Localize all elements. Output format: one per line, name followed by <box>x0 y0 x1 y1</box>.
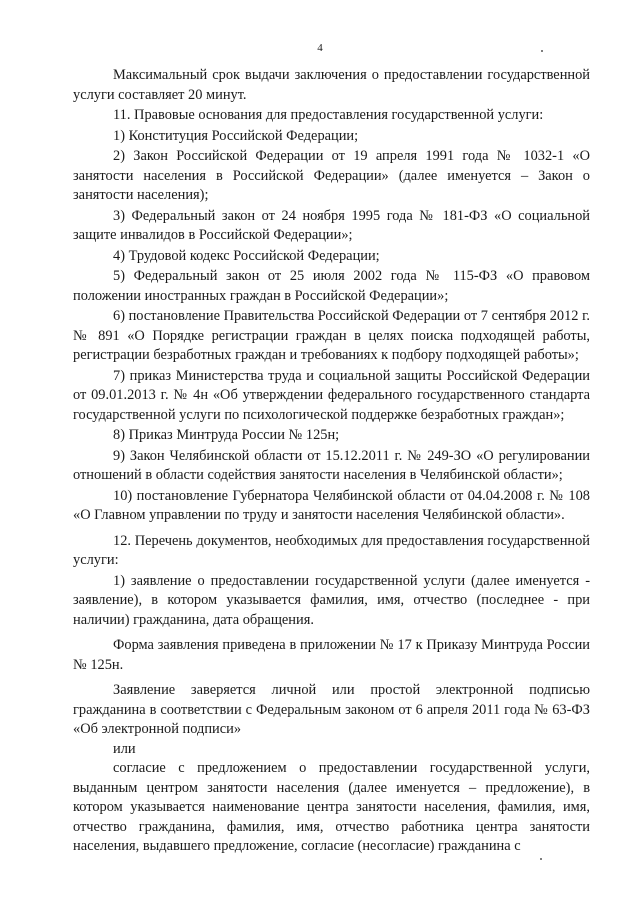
paragraph-consent: согласие с предложением о предоставлении государственной услуги, выданным центром занятости населения (далее именуется – предложение), в котором указывается наименование центра занятости населения, фамилия, имя, отчество гражданина, фамилия, имя, отчество работника центра занятости населения, выдавшего предложение, согласие (несогласие) гражданина с <box>73 760 590 854</box>
paragraph-or: или <box>113 740 136 757</box>
paragraph-legal-basis-10: 10) постановление Губернатора Челябинской области от 04.04.2008 г. № 108 «О Главном управлении по труду и занятости населения Челябинской области». <box>73 487 590 523</box>
paragraph-legal-basis-2: 2) Закон Российской Федерации от 19 апреля 1991 года № 1032-1 «О занятости населения в Российской Федерации» (далее именуется – Закон о занятости населения); <box>73 148 590 203</box>
paragraph-max-term: Максимальный срок выдачи заключения о предоставлении государственной услуги составляет 20 минут. <box>73 67 590 103</box>
paragraph-legal-basis-1: 1) Конституция Российской Федерации; <box>113 127 359 144</box>
paragraph-legal-basis-5: 5) Федеральный закон от 25 июля 2002 года № 115-ФЗ «О правовом положении иностранных граждан в Российской Федерации»; <box>73 268 590 304</box>
paragraph-legal-basis-7: 7) приказ Министерства труда и социальной защиты Российской Федерации от 09.01.2013 г. № 4н «Об утверждении федерального государственного стандарта государственной услуги по психологической поддержке безработных граждан»; <box>73 367 590 423</box>
scan-speck-mark <box>541 50 543 52</box>
paragraph-legal-basis-4: 4) Трудовой кодекс Российской Федерации; <box>113 247 380 264</box>
paragraph-legal-basis-9: 9) Закон Челябинской области от 15.12.2011 г. № 249-ЗО «О регулировании отношений в области содействия занятости населения в Челябинской области»; <box>73 447 590 483</box>
paragraph-section-11-heading: 11. Правовые основания для предоставления государственной услуги: <box>113 107 544 123</box>
paragraph-legal-basis-6: 6) постановление Правительства Российской Федерации от 7 сентября 2012 г. № 891 «О Порядке регистрации граждан в целях поиска подходящей работы, регистрации безработных граждан и требованиях к подбору подходящей работы»; <box>73 308 590 363</box>
paragraph-legal-basis-3: 3) Федеральный закон от 24 ноября 1995 года № 181-ФЗ «О социальной защите инвалидов в Российской Федерации»; <box>73 207 590 243</box>
page-number: 4 <box>317 42 323 54</box>
paragraph-application-signature: Заявление заверяется личной или простой электронной подписью гражданина в соответствии с Федеральным законом от 6 апреля 2011 года № 63-ФЗ «Об электронной подписи» <box>73 682 590 737</box>
paragraph-application: 1) заявление о предоставлении государственной услуги (далее именуется - заявление), в котором указывается фамилия, имя, отчество (последнее - при наличии) гражданина, дата обращения. <box>73 572 590 628</box>
document-body <box>73 66 590 857</box>
paragraph-application-form: Форма заявления приведена в приложении № 17 к Приказу Минтруда России № 125н. <box>73 637 590 673</box>
scan-speck-mark <box>540 858 542 860</box>
paragraph-section-12-heading: 12. Перечень документов, необходимых для предоставления государственной услуги: <box>73 532 590 568</box>
paragraph-legal-basis-8: 8) Приказ Минтруда России № 125н; <box>113 427 340 443</box>
